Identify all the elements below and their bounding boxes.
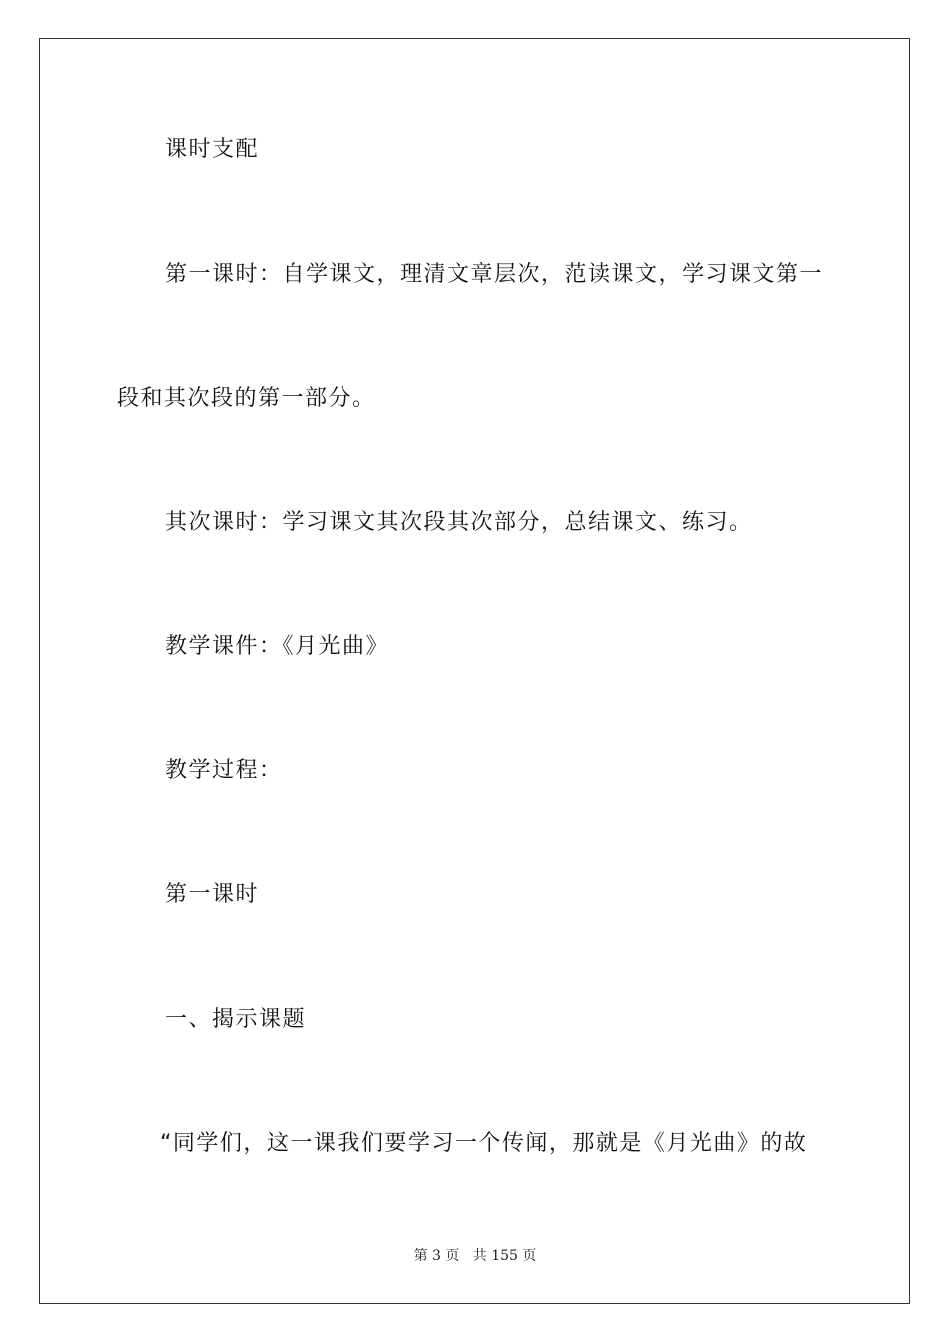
page-number: 第 3 页 xyxy=(413,1248,460,1264)
paragraph-line: 其次课时：学习课文其次段其次部分，总结课文、练习。 xyxy=(165,510,753,535)
paragraph-line: “同学们，这一课我们要学习一个传闻，那就是《月光曲》的故 xyxy=(160,1131,808,1156)
page-total: 共 155 页 xyxy=(472,1248,537,1264)
page-border xyxy=(39,38,910,1304)
page-footer xyxy=(0,1247,950,1265)
paragraph-line: 教学课件：《月光曲》 xyxy=(165,634,390,659)
section-heading: 教学过程： xyxy=(165,758,283,783)
section-heading: 第一课时 xyxy=(165,882,260,907)
paragraph-line: 第一课时：自学课文，理清文章层次，范读课文，学习课文第一 xyxy=(165,262,824,287)
paragraph-line: 段和其次段的第一部分。 xyxy=(117,386,376,411)
paragraph-line: 课时支配 xyxy=(165,137,260,162)
section-heading: 一、揭示课题 xyxy=(165,1007,307,1032)
